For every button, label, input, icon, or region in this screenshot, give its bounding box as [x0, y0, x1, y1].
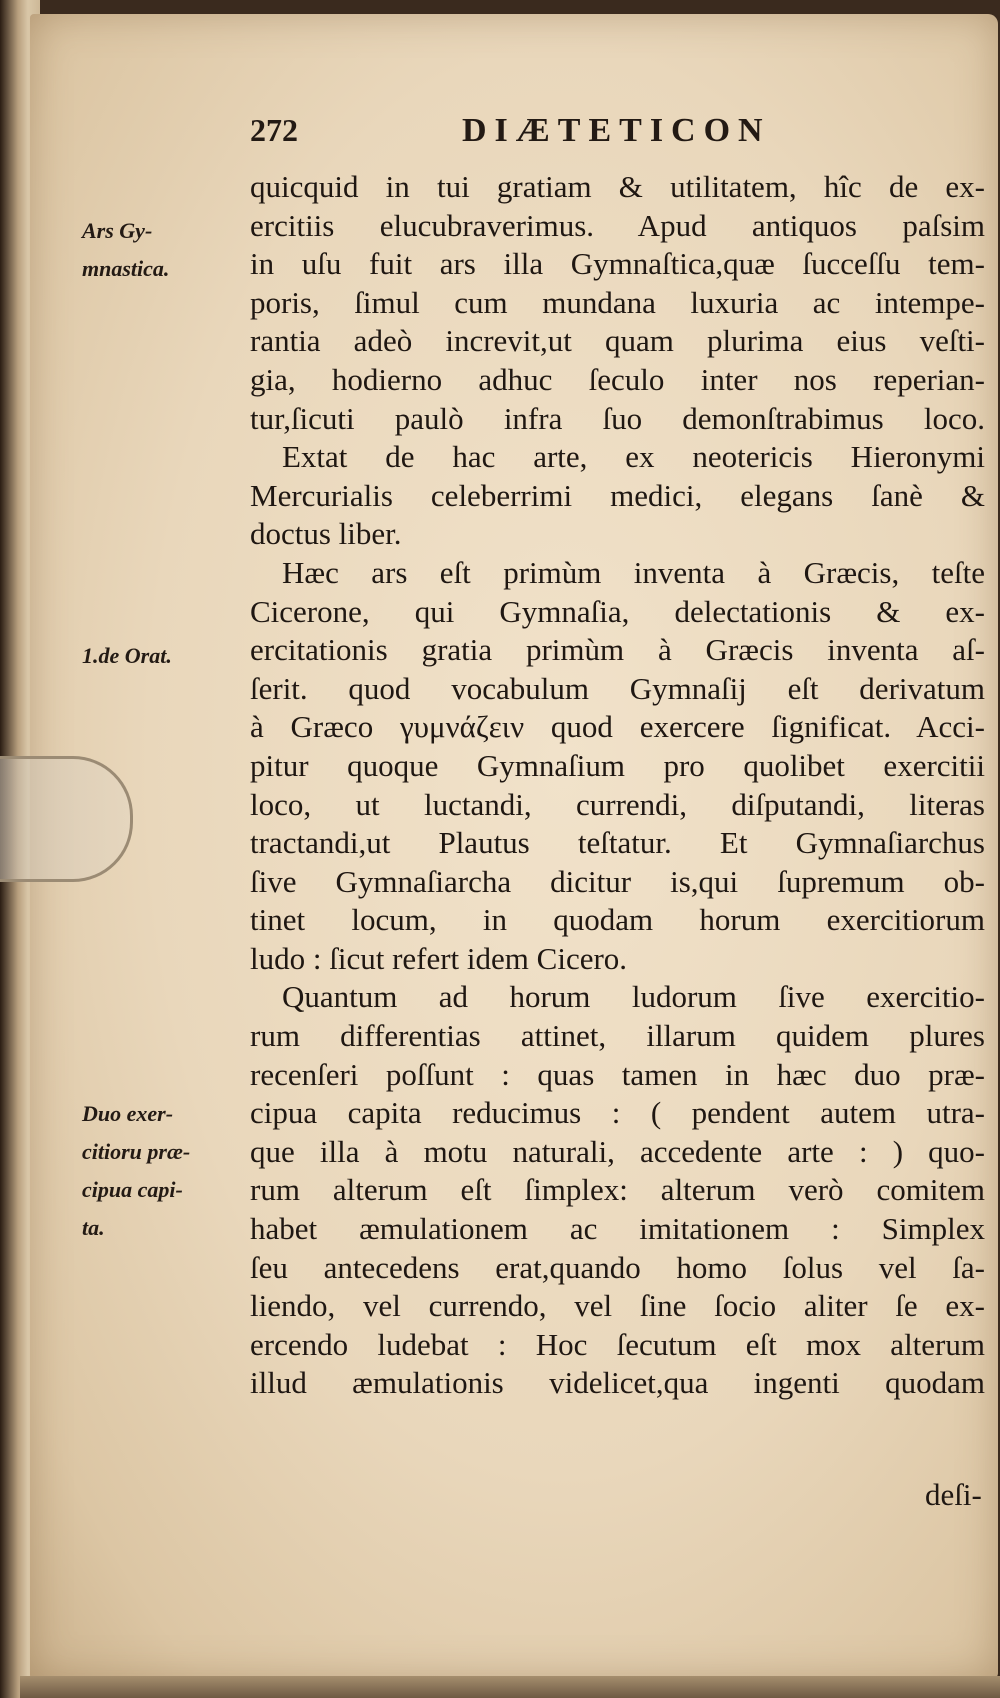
- margin-note-line: ta.: [82, 1215, 105, 1240]
- text-line: à Græco γυμνάζειν quod exercere ſignificat. Acci-: [250, 709, 985, 745]
- text-line: ercitationis gratia primùm à Græcis inventa aſ-: [250, 632, 985, 668]
- text-line: illud æmulationis videlicet,qua ingenti quodam: [250, 1365, 985, 1401]
- text-line: doctus liber.: [250, 516, 402, 552]
- text-line: ercendo ludebat : Hoc ſecutum eſt mox alterum: [250, 1326, 985, 1362]
- text-line: tinet locum, in quodam horum exercitiorum: [250, 902, 985, 938]
- text-line: gia, hodierno adhuc ſeculo inter nos reperian-: [250, 361, 985, 397]
- catchword: deſi-: [925, 1477, 982, 1512]
- page-number: 272: [250, 112, 298, 148]
- margin-note-line: 1.de Orat.: [82, 643, 172, 668]
- text-line: rum alterum eſt ſimplex: alterum verò comitem: [250, 1172, 985, 1208]
- text-line: Mercurialis celeberrimi medici, elegans ſanè &: [250, 477, 985, 513]
- text-line: in uſu fuit ars illa Gymnaſtica,quæ ſucceſſu tem-: [250, 246, 985, 282]
- margin-note-line: Duo exer-: [82, 1101, 174, 1126]
- body-text: [250, 168, 985, 1403]
- margin-note-ars-gymnastica: [82, 212, 252, 288]
- text-line: habet æmulationem ac imitationem : Simplex: [250, 1211, 985, 1247]
- text-line: tractandi,ut Plautus teſtatur. Et Gymnaſiarchus: [250, 825, 985, 861]
- text-line: ſive Gymnaſiarcha dicitur is,qui ſupremum ob-: [250, 863, 985, 899]
- text-line: Extat de hac arte, ex neotericis Hieronymi: [282, 439, 985, 475]
- text-line: liendo, vel currendo, vel ſine ſocio aliter ſe ex-: [250, 1288, 985, 1324]
- text-line: tur,ſicuti paulò infra ſuo demonſtrabimus loco.: [250, 400, 985, 436]
- text-line: rum differentias attinet, illarum quidem plures: [250, 1018, 985, 1054]
- text-line: Quantum ad horum ludorum ſive exercitio-: [282, 979, 985, 1015]
- margin-note-line: mnastica.: [82, 256, 170, 281]
- text-line: rantia adeò increvit,ut quam plurima eius veſti-: [250, 323, 985, 359]
- text-line: Cicerone, qui Gymnaſia, delectationis & ex-: [250, 593, 985, 629]
- text-line: pitur quoque Gymnaſium pro quolibet exercitii: [250, 747, 985, 783]
- page-bottom-edge: [20, 1676, 1000, 1698]
- text-line: loco, ut luctandi, currendi, diſputandi, literas: [250, 786, 985, 822]
- text-line: quicquid in tui gratiam & utilitatem, hîc de ex-: [250, 169, 985, 204]
- bookmark-clip: [0, 756, 133, 882]
- text-line: ſerit. quod vocabulum Gymnaſij eſt derivatum: [250, 670, 985, 706]
- text-line: que illa à motu naturali, accedente arte : ) quo-: [250, 1133, 985, 1169]
- running-title: DIÆTETICON: [462, 112, 771, 149]
- text-line: cipua capita reducimus : ( pendent autem utra-: [250, 1095, 985, 1131]
- text-line: ercitiis elucubraverimus. Apud antiquos paſsim: [250, 207, 985, 243]
- margin-note-line: citioru præ-: [82, 1139, 191, 1164]
- margin-note-line: Ars Gy-: [82, 218, 153, 243]
- text-line: ludo : ſicut refert idem Cicero.: [250, 940, 628, 976]
- page-header: [250, 112, 970, 156]
- margin-note-de-orat: [82, 637, 252, 675]
- text-line: Hæc ars eſt primùm inventa à Græcis, teſte: [282, 554, 985, 590]
- text-line: recenſeri poſſunt : quas tamen in hæc duo præ-: [250, 1056, 985, 1092]
- text-line: ſeu antecedens erat,quando homo ſolus vel ſa-: [250, 1249, 985, 1285]
- margin-note-duo-exercitiorum: [82, 1095, 252, 1247]
- text-line: poris, ſimul cum mundana luxuria ac intempe-: [250, 284, 985, 320]
- margin-note-line: cipua capi-: [82, 1177, 183, 1202]
